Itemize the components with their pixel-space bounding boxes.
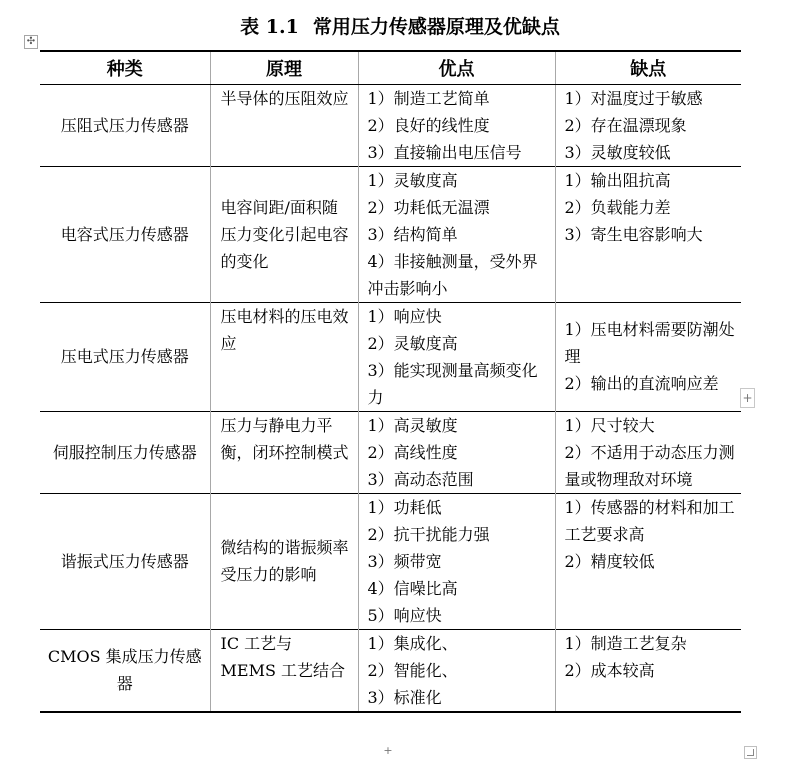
pros-item: 2）良好的线性度 — [367, 115, 490, 135]
pros-item: 5）响应快 — [367, 605, 442, 625]
cons-cell[interactable] — [555, 629, 741, 712]
principle-cell[interactable]: IC 工艺与 MEMS 工艺结合 — [210, 629, 358, 712]
cons-item: 2）输出的直流响应差 — [564, 374, 719, 393]
cons-item: 1）传感器的材料和加工工艺要求高 — [564, 497, 735, 544]
cons-item: 2）不适用于动态压力测量或物理敌对环境 — [564, 442, 735, 489]
header-pros: 优点 — [358, 51, 555, 84]
type-cell[interactable]: CMOS 集成压力传感器 — [40, 629, 210, 712]
cons-item: 3）寄生电容影响大 — [564, 224, 703, 244]
cons-item: 1）输出阻抗高 — [564, 170, 671, 190]
cons-item: 2）存在温漂现象 — [564, 115, 687, 135]
type-cell[interactable]: 伺服控制压力传感器 — [40, 411, 210, 493]
table-caption — [0, 6, 800, 44]
pros-item: 3）频带宽 — [367, 551, 442, 571]
principle-cell[interactable]: 微结构的谐振频率受压力的影响 — [210, 493, 358, 629]
pros-item: 1）高灵敏度 — [367, 415, 458, 435]
pros-item: 1）灵敏度高 — [367, 170, 458, 190]
pros-item: 1）功耗低 — [367, 497, 442, 517]
type-cell[interactable]: 电容式压力传感器 — [40, 166, 210, 302]
add-row-button[interactable]: + — [383, 744, 393, 757]
pros-cell[interactable] — [358, 302, 555, 411]
table-number: 表 1.1 — [240, 15, 299, 38]
cons-item: 1）压电材料需要防潮处理 — [564, 320, 735, 366]
pros-cell[interactable] — [358, 84, 555, 166]
principle-cell[interactable]: 压电材料的压电效应 — [210, 302, 358, 411]
pros-item: 1）制造工艺简单 — [367, 88, 490, 108]
table-row — [40, 302, 741, 411]
pros-item: 3）标准化 — [367, 687, 442, 707]
pros-item: 2）灵敏度高 — [367, 333, 458, 353]
pros-item: 3）结构简单 — [367, 224, 458, 244]
table-row — [40, 493, 741, 629]
header-type: 种类 — [40, 51, 210, 84]
cons-cell[interactable] — [555, 84, 741, 166]
cons-item: 2）精度较低 — [564, 551, 655, 571]
table-resize-handle-icon[interactable] — [744, 746, 757, 759]
pros-item: 2）功耗低无温漂 — [367, 197, 490, 217]
type-cell[interactable]: 谐振式压力传感器 — [40, 493, 210, 629]
header-row — [40, 51, 741, 84]
cons-cell[interactable] — [555, 166, 741, 302]
cons-item: 1）尺寸较大 — [564, 415, 655, 435]
header-cons: 缺点 — [555, 51, 741, 84]
type-cell[interactable]: 压电式压力传感器 — [40, 302, 210, 411]
header-principle: 原理 — [210, 51, 358, 84]
table-row — [40, 629, 741, 712]
pros-item: 2）智能化、 — [367, 660, 458, 680]
type-cell[interactable]: 压阻式压力传感器 — [40, 84, 210, 166]
table-row — [40, 166, 741, 302]
pros-cell[interactable] — [358, 166, 555, 302]
table-row — [40, 84, 741, 166]
pros-item: 2）高线性度 — [367, 442, 458, 462]
pros-item: 3）高动态范围 — [367, 469, 474, 489]
principle-cell[interactable]: 电容间距/面积随压力变化引起电容的变化 — [210, 166, 358, 302]
pros-item: 4）信噪比高 — [367, 578, 458, 598]
pros-cell[interactable] — [358, 411, 555, 493]
cons-item: 2）负载能力差 — [564, 197, 671, 217]
pros-item: 2）抗干扰能力强 — [367, 524, 490, 544]
pros-item: 4）非接触测量，受外界冲击影响小 — [367, 251, 538, 298]
pros-item: 1）响应快 — [367, 306, 442, 326]
pros-cell[interactable] — [358, 493, 555, 629]
principle-cell[interactable]: 半导体的压阻效应 — [210, 84, 358, 166]
pros-item: 3）能实现测量高频变化力 — [367, 360, 538, 407]
table-title: 常用压力传感器原理及优缺点 — [312, 15, 560, 38]
principle-cell[interactable]: 压力与静电力平衡，闭环控制模式 — [210, 411, 358, 493]
cons-item: 1）对温度过于敏感 — [564, 88, 703, 108]
cons-item: 1）制造工艺复杂 — [564, 633, 687, 653]
cons-item: 2）成本较高 — [564, 660, 655, 680]
cons-item: 3）灵敏度较低 — [564, 142, 671, 162]
cons-cell[interactable] — [555, 493, 741, 629]
pros-cell[interactable] — [358, 629, 555, 712]
cons-cell[interactable] — [555, 302, 741, 411]
pros-item: 3）直接输出电压信号 — [367, 142, 522, 162]
table-move-handle-icon[interactable]: ✣ — [24, 35, 38, 49]
pros-item: 1）集成化、 — [367, 633, 458, 653]
add-column-button[interactable]: + — [740, 388, 755, 408]
pressure-sensor-table — [40, 50, 741, 713]
table-row — [40, 411, 741, 493]
cons-cell[interactable] — [555, 411, 741, 493]
